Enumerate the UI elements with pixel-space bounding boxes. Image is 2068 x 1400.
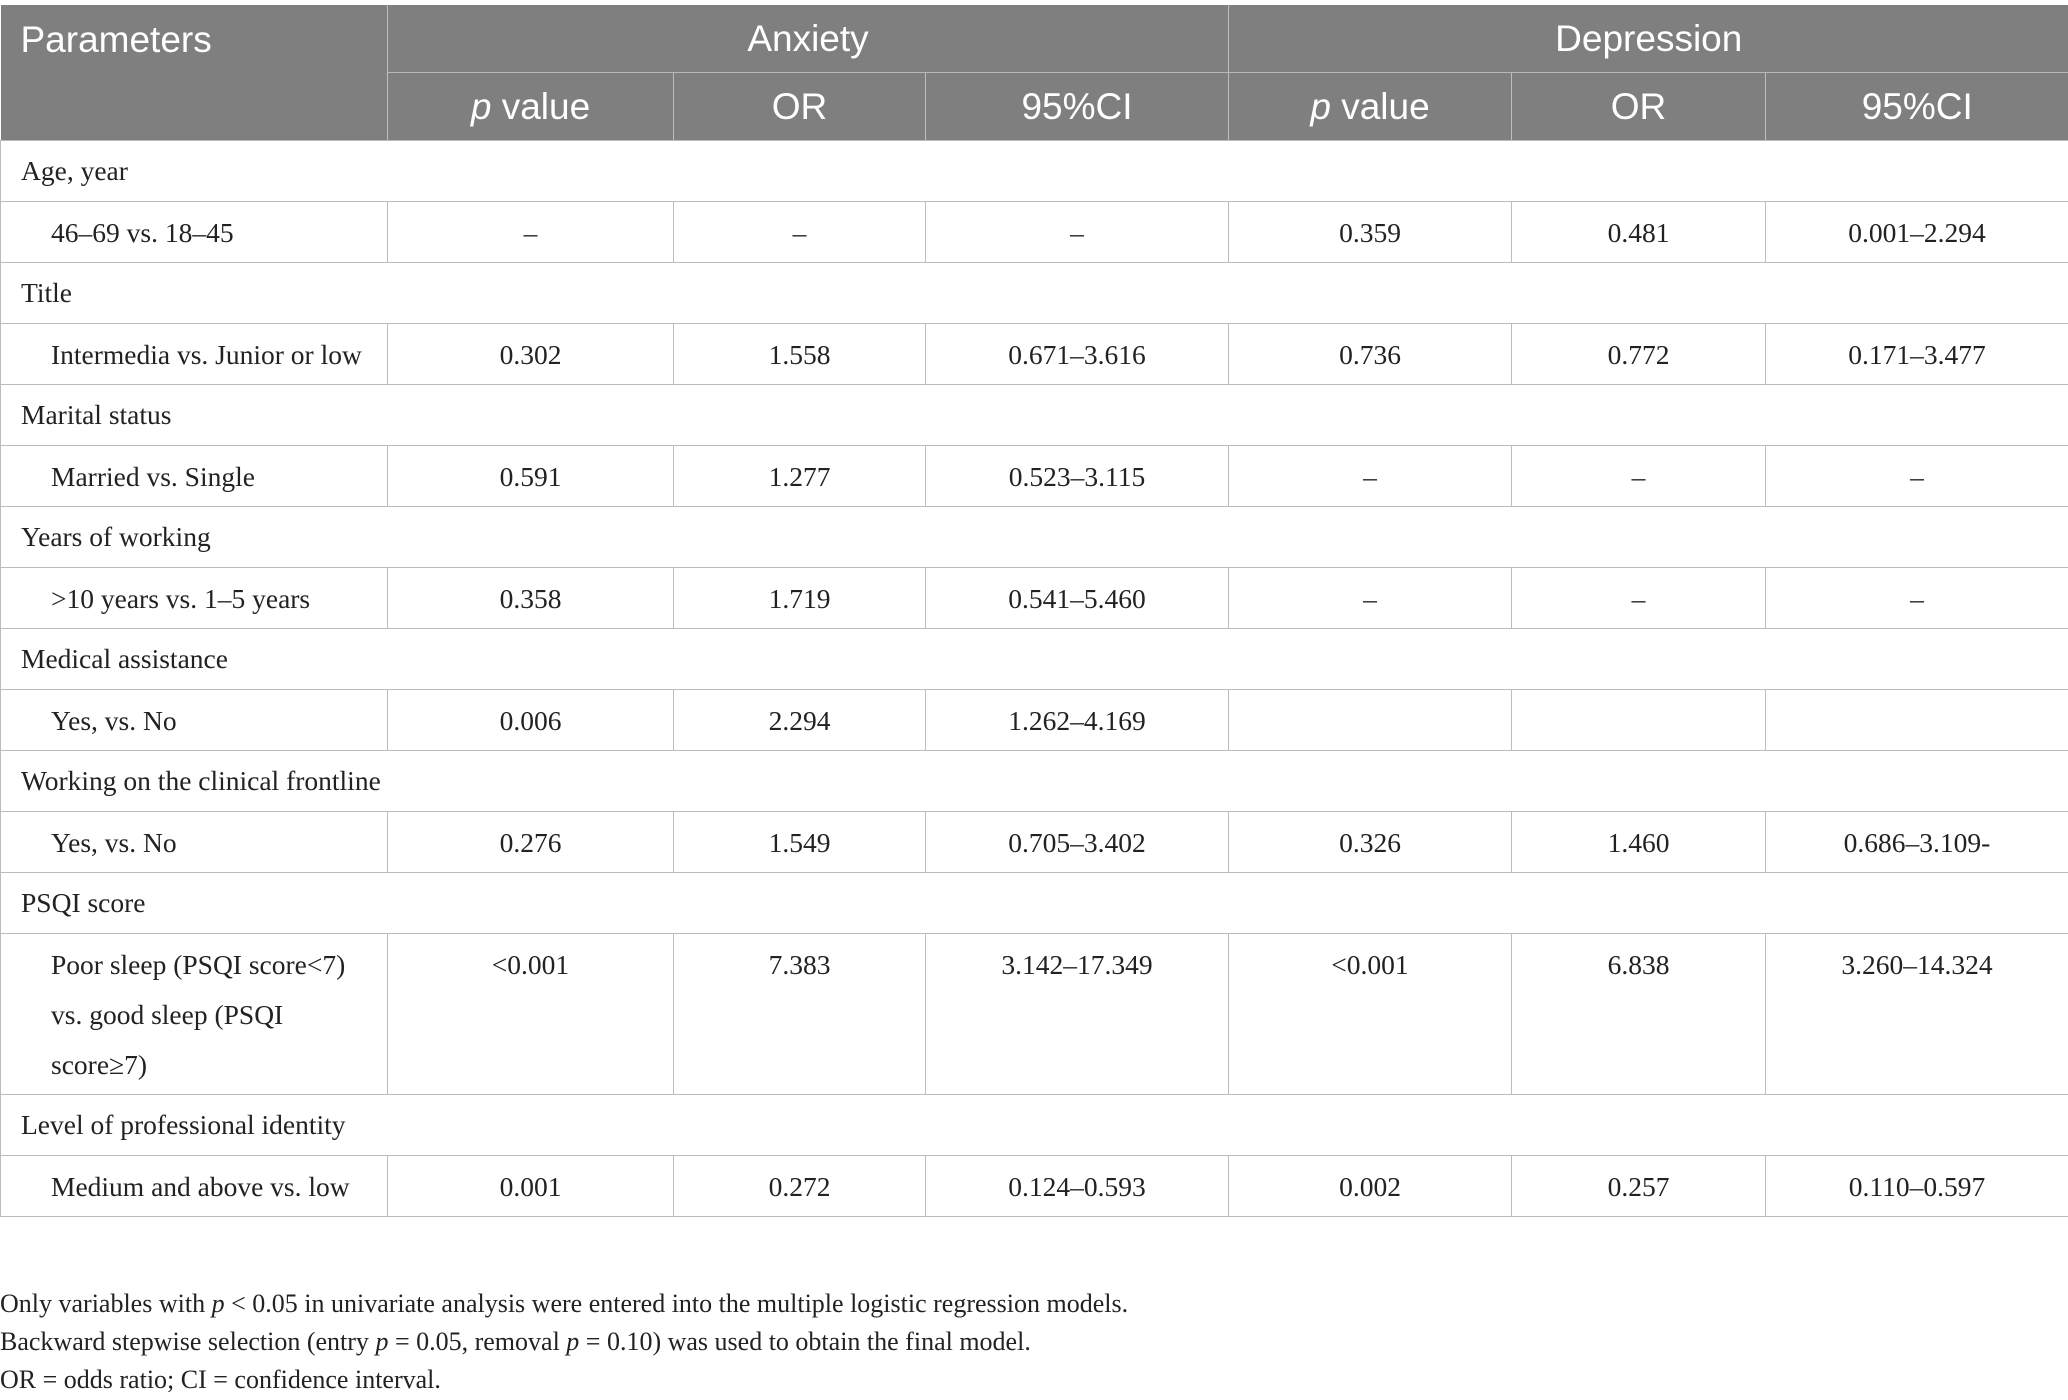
cell-depression-ci: – (1766, 568, 2068, 629)
cell-anxiety-ci: 0.541–5.460 (926, 568, 1229, 629)
footnote-text: = 0.05, removal (388, 1327, 567, 1356)
row-label: Medium and above vs. low (1, 1156, 388, 1217)
cell-anxiety-or: 1.719 (674, 568, 926, 629)
group-label: Years of working (1, 507, 2068, 568)
cell-anxiety-or: 1.549 (674, 812, 926, 873)
header-p-value-anxiety (388, 73, 674, 141)
cell-depression-p: <0.001 (1229, 934, 1512, 1095)
cell-anxiety-or: 1.277 (674, 446, 926, 507)
footnote-text: = 0.10) was used to obtain the final model. (579, 1327, 1031, 1356)
cell-depression-p: 0.736 (1229, 324, 1512, 385)
header-p-value-depression (1229, 73, 1512, 141)
p-suffix: value (491, 85, 591, 127)
footnote-line (0, 1323, 2068, 1361)
row-label: Yes, vs. No (1, 812, 388, 873)
cell-depression-p (1229, 690, 1512, 751)
cell-depression-p: 0.359 (1229, 202, 1512, 263)
cell-anxiety-p: <0.001 (388, 934, 674, 1095)
cell-depression-ci: – (1766, 446, 2068, 507)
table-row (1, 1156, 2068, 1217)
cell-depression-or: – (1512, 568, 1766, 629)
group-label: Medical assistance (1, 629, 2068, 690)
table-row-group (1, 385, 2068, 446)
cell-anxiety-ci: 3.142–17.349 (926, 934, 1229, 1095)
row-label: Poor sleep (PSQI score<7) vs. good sleep (PSQI score≥7) (1, 934, 388, 1095)
regression-table (0, 5, 2068, 1217)
cell-anxiety-p: 0.276 (388, 812, 674, 873)
table-row-group (1, 873, 2068, 934)
cell-depression-or: 0.481 (1512, 202, 1766, 263)
table-row (1, 812, 2068, 873)
cell-depression-p: – (1229, 446, 1512, 507)
cell-anxiety-p: – (388, 202, 674, 263)
footnote-text: < 0.05 in univariate analysis were entered into the multiple logistic regression models. (224, 1289, 1129, 1318)
footnote-line: OR = odds ratio; CI = confidence interval. (0, 1365, 441, 1394)
cell-depression-ci (1766, 690, 2068, 751)
row-label: 46–69 vs. 18–45 (1, 202, 388, 263)
cell-depression-or: 6.838 (1512, 934, 1766, 1095)
cell-anxiety-p: 0.591 (388, 446, 674, 507)
table-row-group (1, 507, 2068, 568)
cell-depression-p: 0.326 (1229, 812, 1512, 873)
cell-depression-p: – (1229, 568, 1512, 629)
cell-anxiety-ci: 0.124–0.593 (926, 1156, 1229, 1217)
p-symbol: p (1310, 85, 1331, 127)
cell-depression-ci: 0.001–2.294 (1766, 202, 2068, 263)
table-row-group (1, 629, 2068, 690)
table-row (1, 324, 2068, 385)
table-body (1, 141, 2068, 1217)
cell-anxiety-ci: 0.705–3.402 (926, 812, 1229, 873)
cell-depression-ci: 0.171–3.477 (1766, 324, 2068, 385)
header-or-anxiety: OR (674, 73, 926, 141)
cell-anxiety-or: 0.272 (674, 1156, 926, 1217)
cell-anxiety-or: 7.383 (674, 934, 926, 1095)
group-label: Age, year (1, 141, 2068, 202)
group-label: PSQI score (1, 873, 2068, 934)
group-label: Level of professional identity (1, 1095, 2068, 1156)
p-symbol: p (211, 1289, 225, 1318)
header-parameters: Parameters (1, 5, 388, 141)
table-container (0, 5, 2068, 1217)
row-label: Yes, vs. No (1, 690, 388, 751)
header-ci-depression: 95%CI (1766, 73, 2068, 141)
table-footnotes (0, 1285, 2068, 1399)
header-group-depression: Depression (1229, 5, 2068, 73)
cell-depression-or (1512, 690, 1766, 751)
cell-anxiety-or: – (674, 202, 926, 263)
table-header (1, 5, 2068, 141)
cell-anxiety-p: 0.001 (388, 1156, 674, 1217)
cell-anxiety-p: 0.358 (388, 568, 674, 629)
cell-depression-p: 0.002 (1229, 1156, 1512, 1217)
cell-anxiety-p: 0.302 (388, 324, 674, 385)
cell-anxiety-ci: 0.671–3.616 (926, 324, 1229, 385)
group-label: Title (1, 263, 2068, 324)
row-label: >10 years vs. 1–5 years (1, 568, 388, 629)
p-suffix: value (1330, 85, 1430, 127)
table-row-group (1, 1095, 2068, 1156)
footnote-line (0, 1285, 2068, 1323)
p-symbol: p (375, 1327, 389, 1356)
table-row (1, 568, 2068, 629)
cell-anxiety-ci: 1.262–4.169 (926, 690, 1229, 751)
header-or-depression: OR (1512, 73, 1766, 141)
table-row (1, 690, 2068, 751)
row-label: Married vs. Single (1, 446, 388, 507)
row-label: Intermedia vs. Junior or low (1, 324, 388, 385)
cell-depression-or: 0.772 (1512, 324, 1766, 385)
p-symbol: p (566, 1327, 580, 1356)
cell-anxiety-ci: 0.523–3.115 (926, 446, 1229, 507)
cell-anxiety-or: 2.294 (674, 690, 926, 751)
footnote-text: Backward stepwise selection (entry (0, 1327, 376, 1356)
cell-depression-or: – (1512, 446, 1766, 507)
footnote-text: Only variables with (0, 1289, 212, 1318)
table-row (1, 202, 2068, 263)
cell-anxiety-p: 0.006 (388, 690, 674, 751)
cell-anxiety-or: 1.558 (674, 324, 926, 385)
cell-depression-or: 1.460 (1512, 812, 1766, 873)
cell-depression-ci: 3.260–14.324 (1766, 934, 2068, 1095)
table-row-group (1, 263, 2068, 324)
group-label: Working on the clinical frontline (1, 751, 2068, 812)
table-row (1, 934, 2068, 1095)
cell-depression-ci: 0.110–0.597 (1766, 1156, 2068, 1217)
cell-depression-ci: 0.686–3.109- (1766, 812, 2068, 873)
table-row-group (1, 751, 2068, 812)
p-symbol: p (470, 85, 492, 127)
header-group-anxiety: Anxiety (388, 5, 1229, 73)
cell-anxiety-ci: – (926, 202, 1229, 263)
table-row-group (1, 141, 2068, 202)
group-label: Marital status (1, 385, 2068, 446)
cell-depression-or: 0.257 (1512, 1156, 1766, 1217)
table-row (1, 446, 2068, 507)
header-ci-anxiety: 95%CI (926, 73, 1229, 141)
